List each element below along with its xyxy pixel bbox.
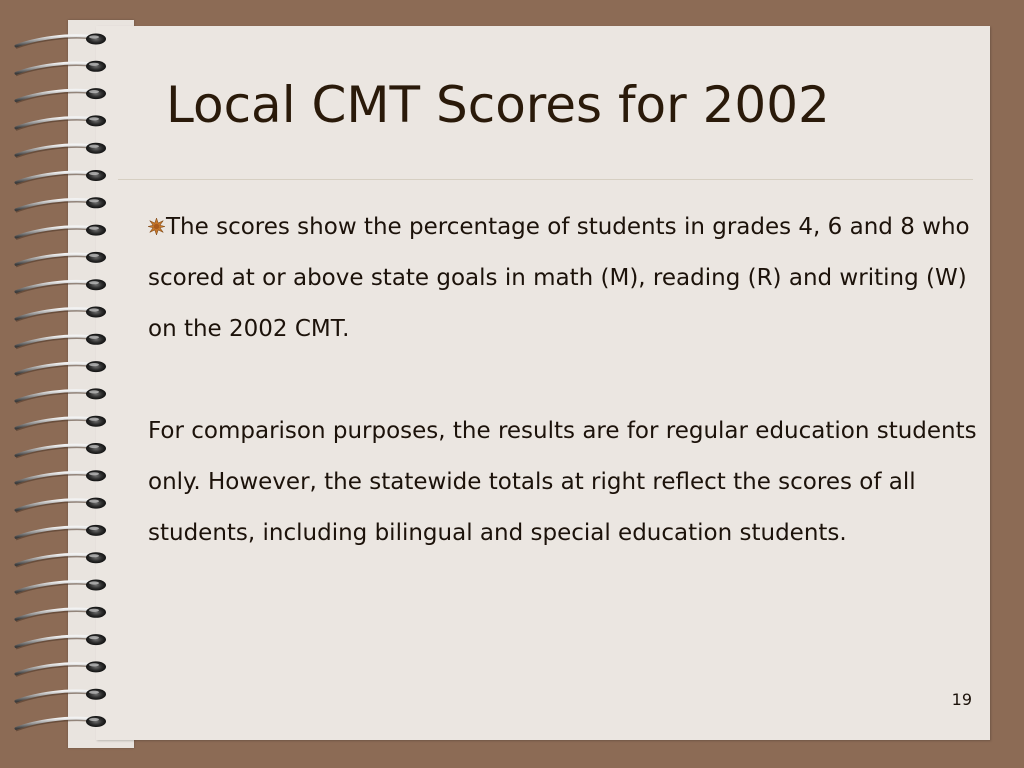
spiral-ring <box>16 716 106 731</box>
paragraph-spacer <box>148 355 982 406</box>
title-divider <box>118 179 973 180</box>
spiral-ring <box>16 307 106 322</box>
spiral-binding <box>14 28 114 743</box>
spiral-ring <box>16 34 106 49</box>
spiral-ring <box>16 170 106 185</box>
spiral-ring <box>16 634 106 649</box>
spiral-ring <box>16 361 106 376</box>
spiral-ring <box>16 334 106 349</box>
slide-body <box>148 202 982 559</box>
spiral-ring <box>16 252 106 267</box>
spiral-ring <box>16 525 106 540</box>
spiral-ring <box>16 197 106 212</box>
spiral-ring <box>16 388 106 403</box>
paragraph-2: For comparison purposes, the results are for regular education students only. However, the statewide totals at right reflect the scores of all students, including bilingual and special education students. <box>148 418 977 546</box>
spiral-ring <box>16 443 106 458</box>
spiral-ring <box>16 279 106 294</box>
paragraph-1-text: The scores show the percentage of students in grades 4, 6 and 8 who scored at or above state goals in math (M), reading (R) and writing (W) on the 2002 CMT. <box>148 214 970 342</box>
notebook-page <box>96 26 990 740</box>
spiral-ring <box>16 61 106 76</box>
spiral-ring <box>16 552 106 567</box>
paragraph-1 <box>148 202 982 355</box>
slide-title: Local CMT Scores for 2002 <box>166 76 830 134</box>
spiral-ring <box>16 607 106 622</box>
spiral-ring <box>16 115 106 129</box>
spiral-ring <box>16 689 106 704</box>
spiral-ring <box>16 143 106 158</box>
spiral-ring <box>16 88 106 103</box>
spiral-ring <box>16 498 106 512</box>
spiral-ring <box>16 470 106 485</box>
starburst-bullet-icon <box>148 218 165 235</box>
spiral-ring <box>16 580 106 595</box>
spiral-ring <box>16 225 106 240</box>
spiral-ring <box>16 661 106 676</box>
page-number: 19 <box>951 690 972 709</box>
spiral-ring <box>16 416 106 431</box>
